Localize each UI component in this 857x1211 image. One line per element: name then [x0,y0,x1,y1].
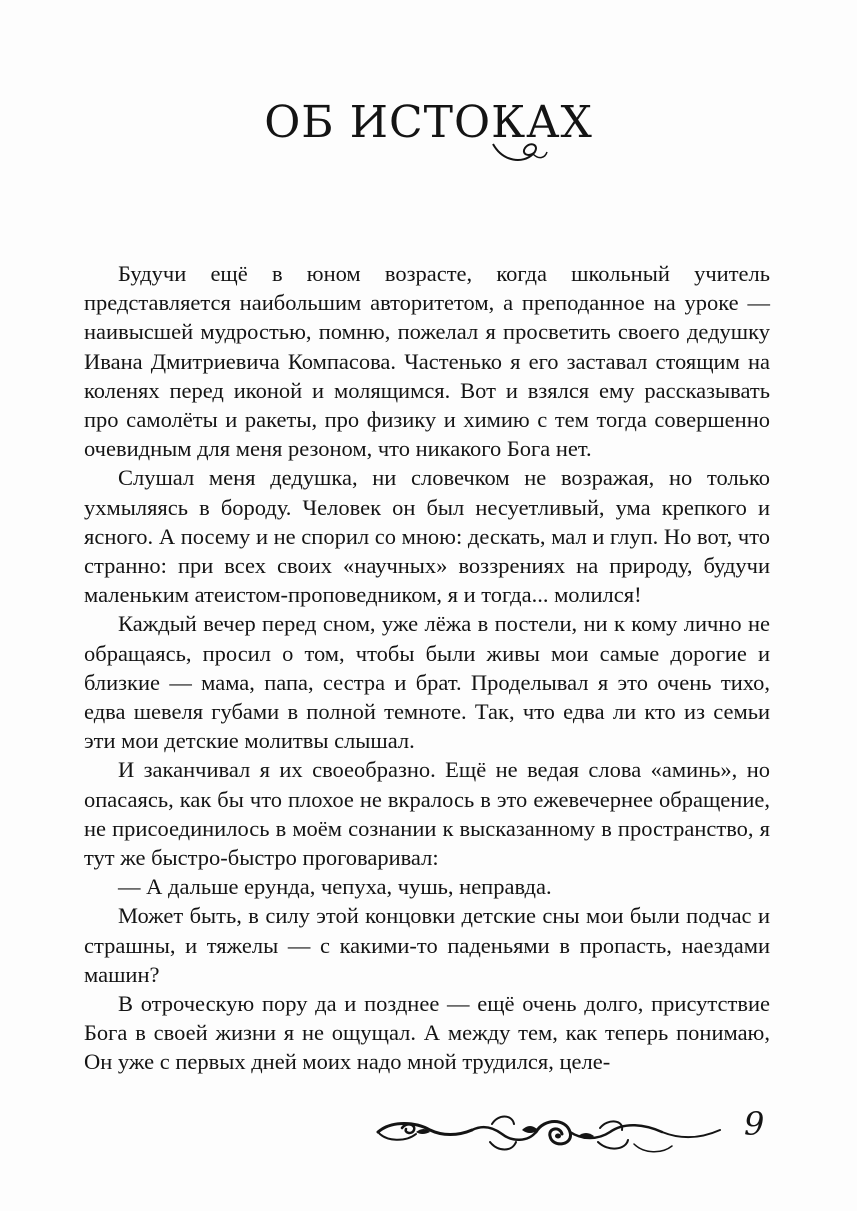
paragraph: Каждый вечер перед сном, уже лёжа в постели, ни к кому лично не обращаясь, просил о том, чтобы были живы мои самые дорогие и близкие — мама, папа, сестра и брат. Проделывал я это очень тихо, едва шевеля губами в полной темноте. Так, что едва ли кто из семьи эти мои детские молитвы слышал. [84,611,770,754]
flourish-ornament-icon [372,1102,747,1166]
page-number: 9 [744,1105,765,1143]
paragraph: Будучи ещё в юном возрасте, когда школьный учитель представляется наибольшим авторитетом, а преподанное на уроке — наивысшей мудростью, помню, пожелал я просветить своего дедушку Ивана Дмитриевича Компасова. Частенько я его заставал стоящим на коленях перед иконой и молящимся. Вот и взялся ему рассказывать про самолёты и ракеты, про физику и химию с тем тогда совершенно очевидным для меня резоном, что никакого Бога нет. [84,261,770,462]
paragraph: И заканчивал я их своеобразно. Ещё не ведая слова «аминь», но опасаясь, как бы что плохое не вкралось в это ежевечернее обращение, не присоединилось в моём сознании к высказанному в пространство, я тут же быстро-быстро проговаривал: [84,757,770,871]
chapter-title: ОБ ИСТОКАХ [264,97,593,148]
chapter-heading [0,96,857,150]
paragraph: Слушал меня дедушка, ни словечком не возражая, но только ухмыляясь в бороду. Человек он был несуетливый, ума крепкого и ясного. А посему и не спорил со мною: дескать, мал и глуп. Но вот, что странно: при всех своих «научных» воззрениях на природу, будучи маленьким атеистом-проповедником, я и тогда... молился! [84,465,770,608]
title-flourish-icon [489,140,549,166]
paragraph: — А дальше ерунда, чепуха, чушь, неправда. [118,874,552,900]
body-text [84,259,770,1077]
paragraph: Может быть, в силу этой концовки детские сны мои были подчас и страшны, и тяжелы — с какими-то паденьями в пропасть, наездами машин? [84,903,770,987]
paragraph: В отроческую пору да и позднее — ещё очень долго, присутствие Бога в своей жизни я не ощущал. А между тем, как теперь понимаю, Он уже с первых дней моих надо мной трудился, целе- [84,991,770,1075]
